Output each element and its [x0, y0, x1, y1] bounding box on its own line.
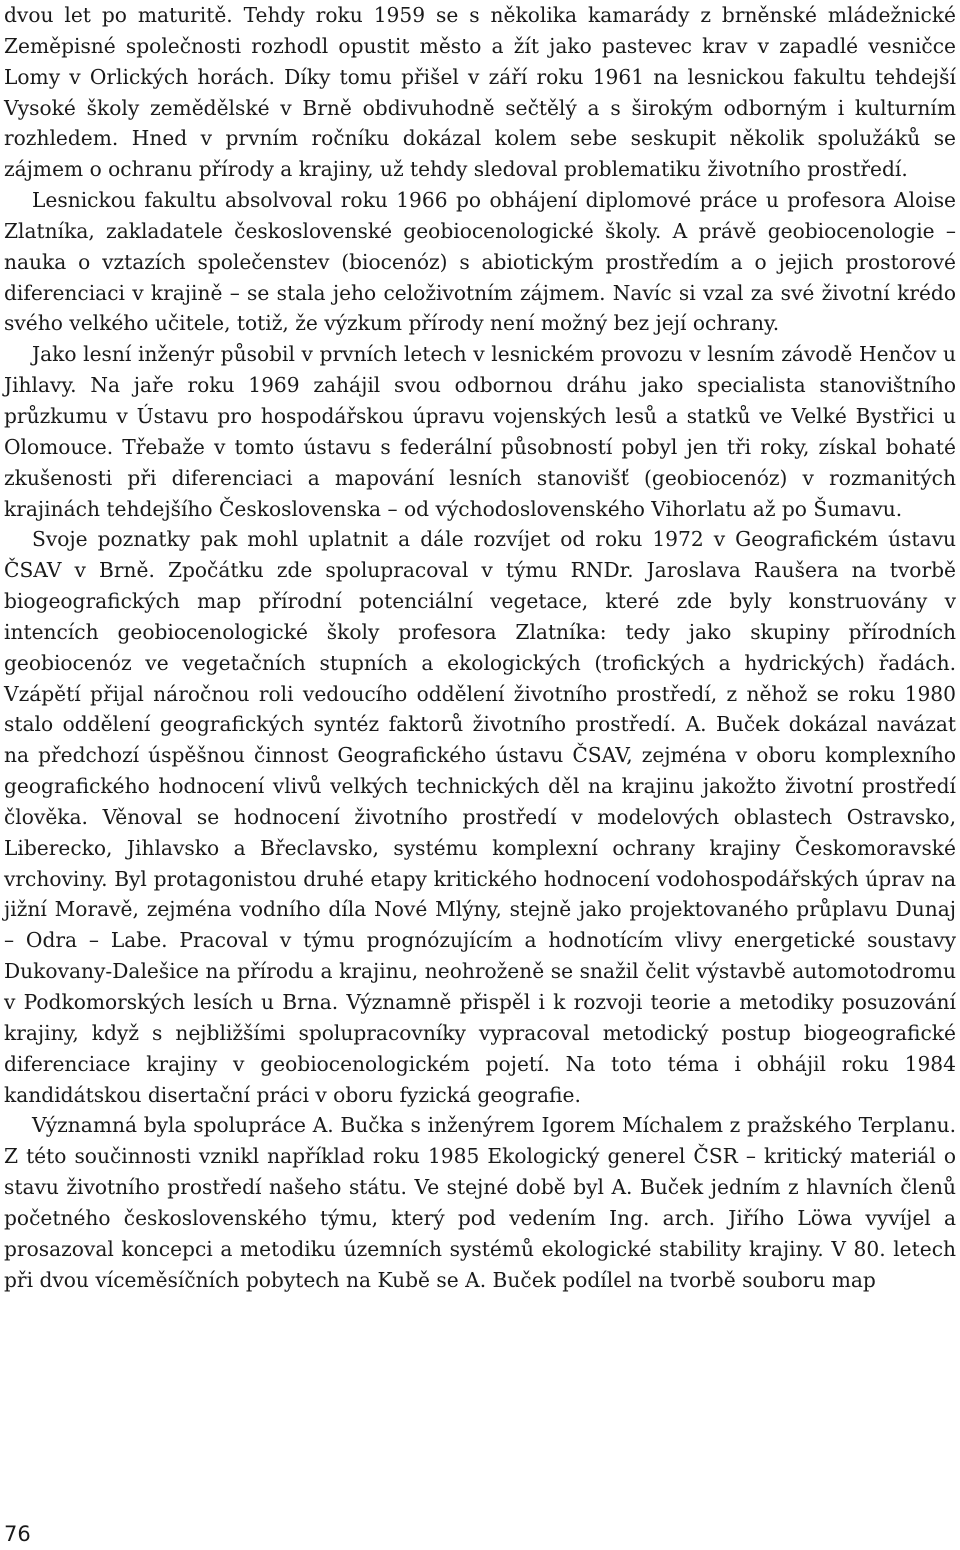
paragraph-5: Významná byla spolupráce A. Bučka s inženýrem Igorem Míchalem z pražského Terplanu. Z této součinnosti vznikl například roku 1985 Ekologický generel ČSR – kritický materiál o stavu životního prostředí našeho státu. Ve stejné době byl A. Buček jedním z hlavních členů početného československého týmu, který pod vedením Ing. arch. Jiřího Löwa vyvíjel a prosazoval koncepci a metodiku územních systémů ekologické stability krajiny. V 80. letech při dvou víceměsíčních pobytech na Kubě se A. Buček podílel na tvorbě souboru map: [4, 1113, 956, 1292]
article-body: [4, 0, 956, 1295]
paragraph-1: dvou let po maturitě. Tehdy roku 1959 se s několika kamarády z brněnské mládežnické Zeměpisné společnosti rozhodl opustit město a žít jako pastevec krav v zapadlé vesničce Lomy v Orlických horách. Díky tomu přišel v září roku 1961 na lesnickou fakultu tehdejší Vysoké školy zemědělské v Brně obdivuhodně sečtělý a s širokým odborným i kulturním rozhledem. Hned v prvním ročníku dokázal kolem sebe seskupit několik spolužáků se zájmem o ochranu přírody a krajiny, už tehdy sledoval problematiku životního prostředí.: [4, 3, 956, 182]
paragraph-2: Lesnickou fakultu absolvoval roku 1966 po obhájení diplomové práce u profesora Aloise Zlatníka, zakladatele československé geobiocenologické školy. A právě geobiocenologie – nauka o vztazích společenstev (biocenóz) s abiotickým prostředím a o jejich prostorové diferenciaci v krajině – se stala jeho celoživotním zájmem. Navíc si vzal za své životní krédo svého velkého učitele, totiž, že výzkum přírody není možný bez její ochrany.: [4, 188, 956, 336]
page: [4, 0, 956, 1295]
page-number: 76: [4, 1522, 31, 1546]
paragraph-3: Jako lesní inženýr působil v prvních letech v lesnickém provozu v lesním závodě Henčov u Jihlavy. Na jaře roku 1969 zahájil svou odbornou dráhu jako specialista stanovištního průzkumu v Ústavu pro hospodářskou úpravu vojenských lesů a statků ve Velké Bystřici u Olomouce. Třebaže v tomto ústavu s federální působností pobyl jen tři roky, získal bohaté zkušenosti při diferenciaci a mapování lesních stanovišť (geobiocenóz) v rozmanitých krajinách tehdejšího Československa – od východoslovenského Vihorlatu až po Šumavu.: [4, 342, 956, 521]
paragraph-4: Svoje poznatky pak mohl uplatnit a dále rozvíjet od roku 1972 v Geografickém ústavu ČSAV v Brně. Zpočátku zde spolupracoval v týmu RNDr. Jaroslava Raušera na tvorbě biogeografických map přírodní potenciální vegetace, které zde byly konstruovány v intencích geobiocenologické školy profesora Zlatníka: tedy jako skupiny přírodních geobiocenóz ve vegetačních stupních a ekologických (trofických a hydrických) řadách. Vzápětí přijal náročnou roli vedoucího oddělení životního prostředí, z něhož se roku 1980 stalo oddělení geografických syntéz faktorů životního prostředí. A. Buček dokázal navázat na předchozí úspěšnou činnost Geografického ústavu ČSAV, zejména v oboru komplexního geografického hodnocení vlivů velkých technických děl na krajinu jakožto životní prostředí člověka. Věnoval se hodnocení životního prostředí v modelových oblastech Ostravsko, Liberecko, Jihlavsko a Břeclavsko, systému komplexní ochrany krajiny Českomoravské vrchoviny. Byl protagonistou druhé etapy kritického hodnocení vodohospodářských úprav na jižní Moravě, zejména vodního díla Nové Mlýny, stejně jako projektovaného průplavu Dunaj – Odra – Labe. Pracoval v týmu prognózujícím a hodnotícím vlivy energetické soustavy Dukovany-Dalešice na přírodu a krajinu, neohroženě se snažil čelit výstavbě automotodromu v Podkomorských lesích u Brna. Významně přispěl i k rozvoji teorie a metodiky posuzování krajiny, když s nejbližšími spolupracovníky vypracoval metodický postup biogeografické diferenciace krajiny v geobiocenologickém pojetí. Na toto téma i obhájil roku 1984 kandidátskou disertační práci v oboru fyzická geografie.: [4, 527, 956, 1107]
